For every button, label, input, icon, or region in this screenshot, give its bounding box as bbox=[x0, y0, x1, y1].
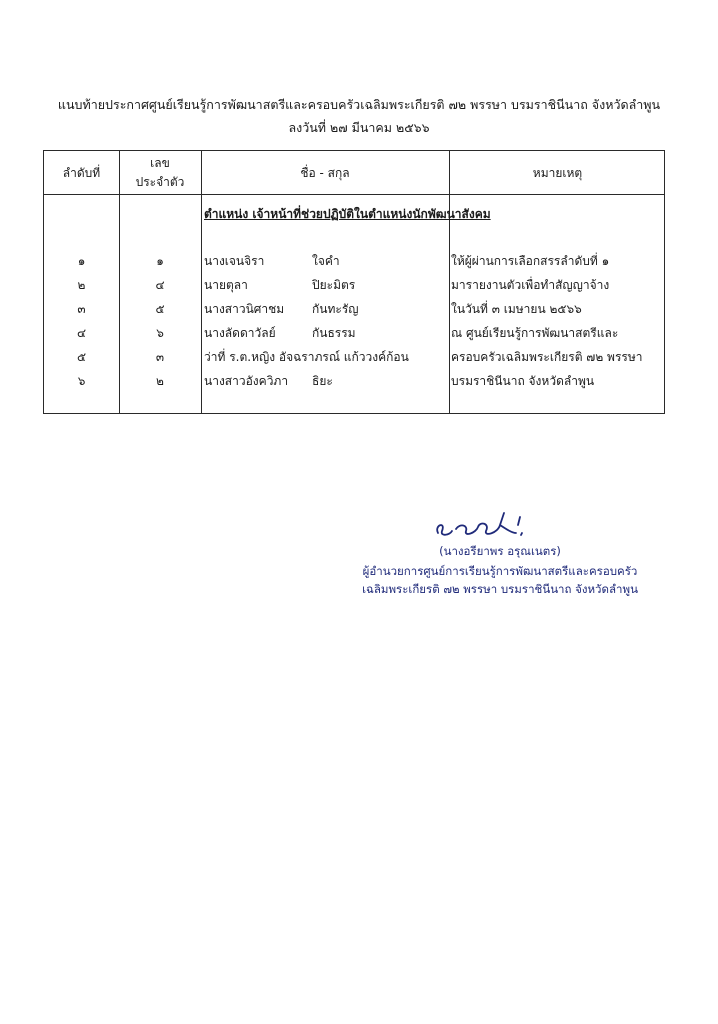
row-note: มารายงานตัวเพื่อทำสัญญาจ้าง bbox=[451, 278, 610, 292]
signer-position-line2: เฉลิมพระเกียรติ ๗๒ พรรษา บรมราชินีนาถ จังหวัดลำพูน bbox=[362, 582, 638, 596]
row-code: ๔ bbox=[155, 278, 165, 292]
row-seq: ๔ bbox=[76, 326, 87, 340]
table-divider bbox=[449, 151, 450, 413]
row-first-name: นางลัดดาวัลย์ bbox=[204, 326, 276, 340]
row-full-name: ว่าที่ ร.ต.หญิง อัจฉราภรณ์ แก้ววงค์ก้อน bbox=[204, 350, 409, 364]
row-code: ๑ bbox=[156, 254, 164, 268]
row-note: ในวันที่ ๓ เมษายน ๒๕๖๖ bbox=[451, 302, 582, 316]
row-note: ครอบครัวเฉลิมพระเกียรติ ๗๒ พรรษา bbox=[451, 350, 643, 364]
row-note: ณ ศูนย์เรียนรู้การพัฒนาสตรีและ bbox=[451, 326, 619, 340]
header-code-line2: ประจำตัว bbox=[135, 175, 185, 189]
row-seq: ๖ bbox=[77, 374, 86, 388]
row-first-name: นางเจนจิรา bbox=[204, 254, 265, 268]
row-seq: ๑ bbox=[77, 254, 86, 268]
row-first-name: นางสาวอังควิภา bbox=[204, 374, 289, 388]
row-code: ๖ bbox=[156, 326, 164, 340]
document-heading: แนบท้ายประกาศศูนย์เรียนรู้การพัฒนาสตรีและครอบครัวเฉลิมพระเกียรติ ๗๒ พรรษา บรมราชินีนาถ จังหวัดลำพูน bbox=[57, 97, 661, 112]
row-seq: ๓ bbox=[77, 302, 86, 316]
signer-position-line1: ผู้อำนวยการศูนย์การเรียนรู้การพัฒนาสตรีและครอบครัว bbox=[362, 564, 638, 578]
row-last-name: กันธรรม bbox=[312, 326, 356, 340]
row-last-name: ใจคำ bbox=[312, 254, 340, 268]
section-title: ตำแหน่ง เจ้าหน้าที่ช่วยปฏิบัติในตำแหน่งนักพัฒนาสังคม bbox=[204, 207, 491, 221]
table-divider bbox=[201, 151, 202, 413]
row-first-name: นายตุลา bbox=[204, 278, 248, 292]
row-seq: ๒ bbox=[77, 278, 86, 292]
row-first-name: นางสาวนิศาชม bbox=[204, 302, 285, 316]
row-note: บรมราชินีนาถ จังหวัดลำพูน bbox=[451, 374, 595, 388]
row-code: ๕ bbox=[155, 302, 165, 316]
header-name: ชื่อ - สกุล bbox=[300, 166, 350, 180]
header-code-line1: เลข bbox=[150, 156, 170, 170]
signer-name: (นางอรียาพร อรุณเนตร) bbox=[439, 544, 561, 558]
header-seq: ลำดับที่ bbox=[62, 166, 101, 180]
row-last-name: ปิยะมิตร bbox=[312, 278, 356, 292]
handwritten-signature bbox=[420, 507, 550, 541]
row-last-name: กันทะรัญ bbox=[312, 302, 359, 316]
row-code: ๓ bbox=[155, 350, 165, 364]
table-header-divider bbox=[44, 194, 664, 195]
header-note: หมายเหตุ bbox=[532, 166, 583, 180]
results-table bbox=[43, 150, 665, 414]
row-seq: ๕ bbox=[76, 350, 87, 364]
document-date: ลงวันที่ ๒๗ มีนาคม ๒๕๖๖ bbox=[288, 120, 430, 135]
row-code: ๒ bbox=[156, 374, 164, 388]
row-note: ให้ผู้ผ่านการเลือกสรรลำดับที่ ๑ bbox=[451, 254, 610, 268]
row-last-name: ธิยะ bbox=[312, 374, 333, 388]
